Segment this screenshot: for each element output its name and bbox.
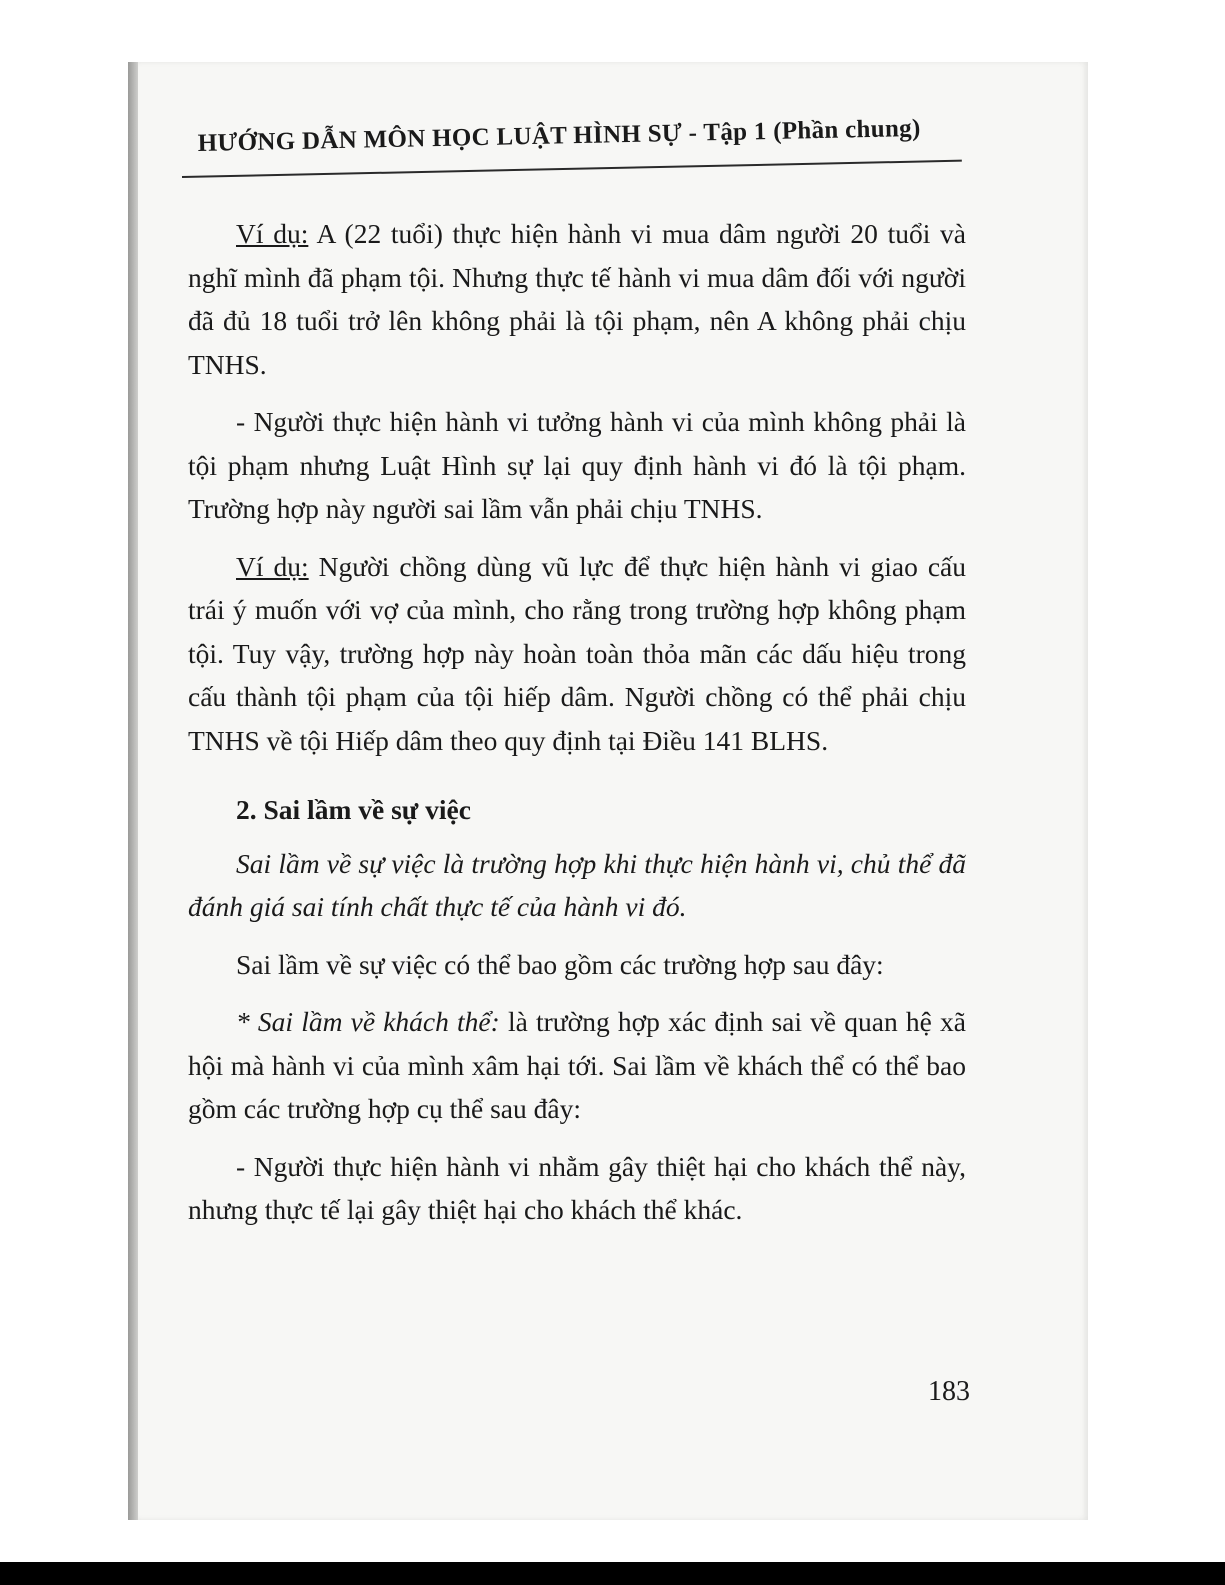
paragraph-case: - Người thực hiện hành vi tưởng hành vi của mình không phải là tội phạm nhưng Luật Hình sự lại quy định hành vi đó là tội phạm. Trường hợp này người sai lầm vẫn phải chịu TNHS. (188, 406, 966, 524)
book-page (138, 62, 1088, 1520)
section-heading: 2. Sai lầm về sự việc (236, 794, 471, 825)
paragraph-example-2 (188, 545, 966, 763)
definition-paragraph: Sai lầm về sự việc là trường hợp khi thực hiện hành vi, chủ thể đã đánh giá sai tính chất thực tế của hành vi đó. (188, 847, 966, 922)
scan-bottom-band (0, 1562, 1225, 1585)
paragraph-example-1 (188, 212, 966, 386)
paragraph-case-object: - Người thực hiện hành vi nhằm gây thiệt hại cho khách thể này, nhưng thực tế lại gây thiệt hại cho khách thể khác. (188, 1150, 966, 1225)
paragraph-object-error (188, 1000, 966, 1131)
paragraph-text: là trường hợp xác định sai về quan hệ xã hội mà hành vi của mình xâm hại tới. Sai lầm về khách thể có thể bao gồm các trường hợp cụ thể sau đây: (188, 1006, 966, 1124)
object-error-label: * Sai lầm về khách thể: (236, 1006, 500, 1037)
example-label: Ví dụ: (236, 218, 309, 249)
page-number: 183 (928, 1376, 970, 1407)
header-rule (182, 160, 962, 178)
paragraph-intro: Sai lầm về sự việc có thể bao gồm các trường hợp sau đây: (236, 948, 884, 980)
running-header: HƯỚNG DẪN MÔN HỌC LUẬT HÌNH SỰ - Tập 1 (Phần chung) (197, 114, 921, 158)
example-label: Ví dụ: (236, 550, 309, 582)
paragraph-text: Người chồng dùng vũ lực để thực hiện hành vi giao cấu trái ý muốn với vợ của mình, cho rằng trong trường hợp không phạm tội. Tuy vậy, trường hợp này hoàn toàn thỏa mãn các dấu hiệu trong cấu thành tội phạm của tội hiếp dâm. Người chồng có thể phải chịu TNHS về tội Hiếp dâm theo quy định tại Điều 141 BLHS. (188, 550, 967, 756)
paragraph-text: A (22 tuổi) thực hiện hành vi mua dâm người 20 tuổi và nghĩ mình đã phạm tội. Nhưng thực tế hành vi mua dâm đối với người đã đủ 18 tuổi trở lên không phải là tội phạm, nên A không phải chịu TNHS. (188, 218, 966, 380)
body-text (188, 212, 966, 1246)
